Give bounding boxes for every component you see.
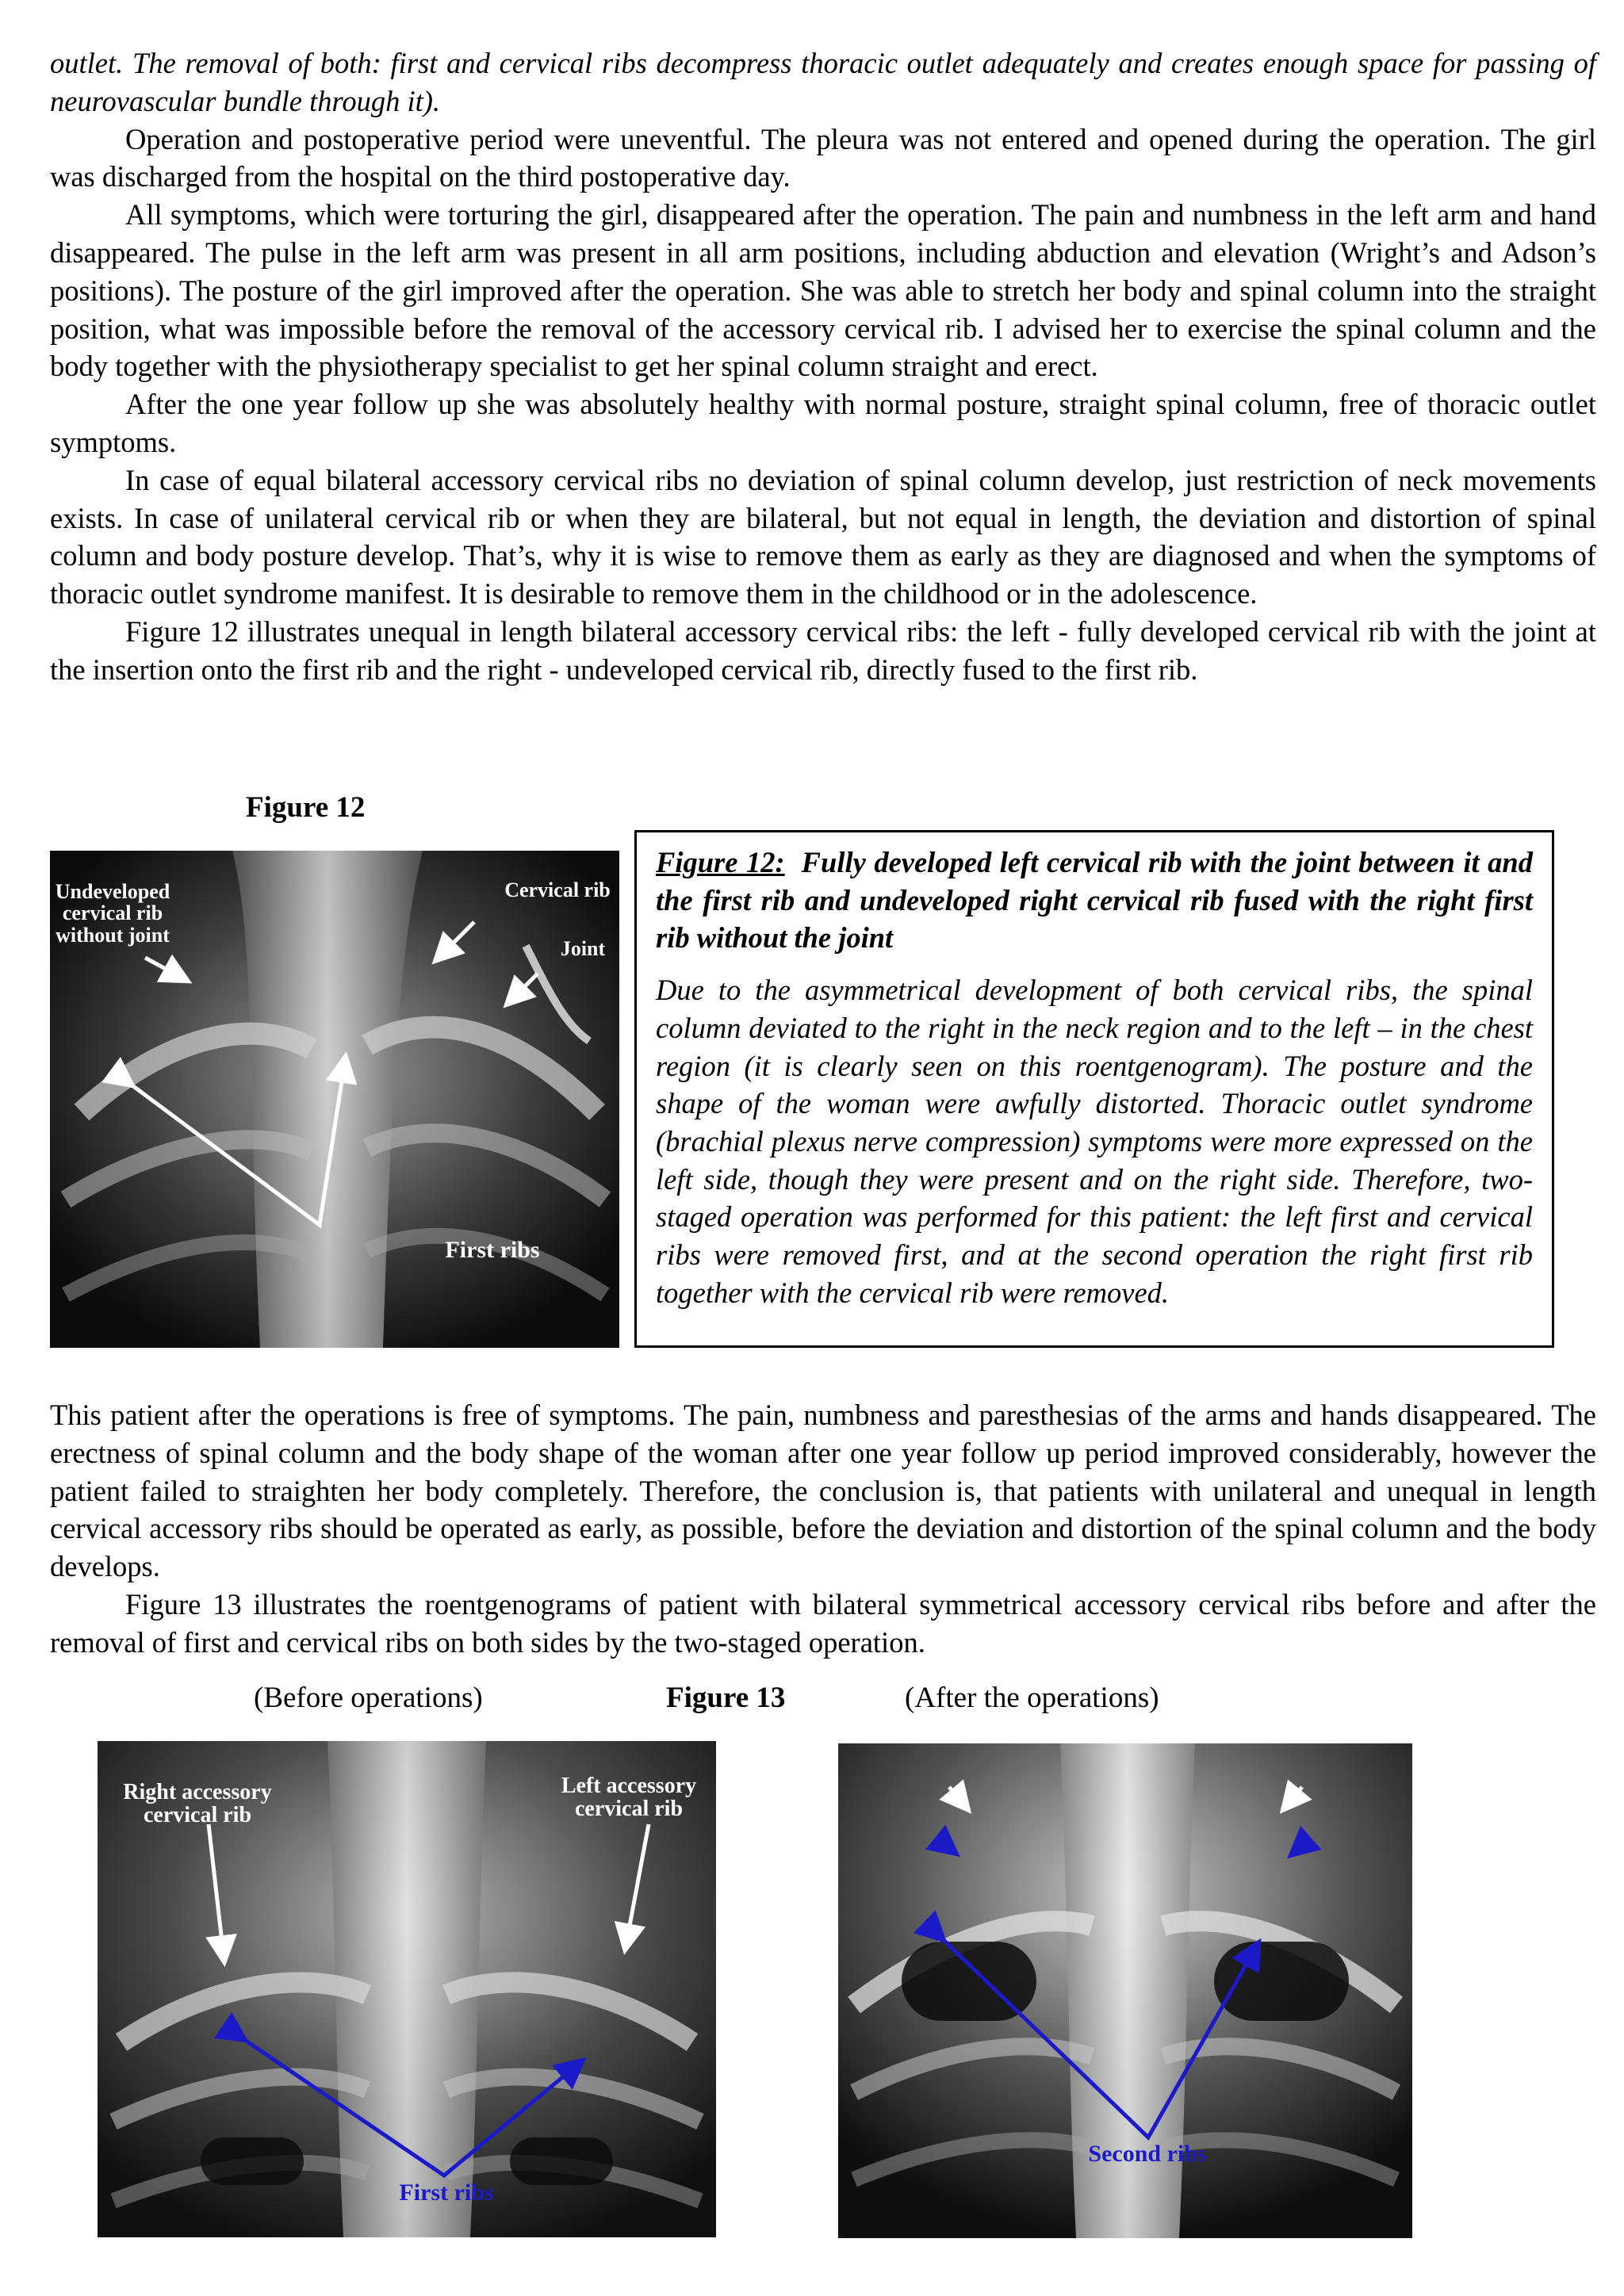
- paragraph: Operation and postoperative period were uneventful. The pleura was not entered and opened during the operation. The girl was discharged from the hospital on the third postoperative day.: [50, 122, 1596, 193]
- label-undeveloped-cervical-rib: Undeveloped cervical rib without joint: [55, 880, 170, 947]
- figure-12-label: Figure 12: [246, 791, 366, 824]
- figure-12-caption-box: [634, 830, 1554, 1348]
- label-joint: Joint: [560, 937, 606, 960]
- text-block-top: [50, 44, 1596, 689]
- figure-13-after-label: (After the operations): [905, 1682, 1159, 1714]
- label-cervical-rib: Cervical rib: [504, 878, 611, 901]
- paragraph: In case of equal bilateral accessory cervical ribs no deviation of spinal column develop, just restriction of neck movements exists. In case of unilateral cervical rib or when they are bilateral, but not equal in length, the deviation and distortion of spinal column and body posture develop. That’s, why it is wise to remove them as early as they are diagnosed and when the symptoms of thoracic outlet syndrome manifest. It is desirable to remove them in the childhood or in the adolescence.: [50, 463, 1596, 610]
- label-right-accessory-cervical-rib: Right accessory cervical rib: [123, 1780, 272, 1828]
- paragraph: After the one year follow up she was absolutely healthy with normal posture, straight spinal column, free of thoracic outlet symptoms.: [50, 388, 1596, 458]
- figure-12-caption-label: Figure 12:: [656, 846, 785, 878]
- paragraph: This patient after the operations is free of symptoms. The pain, numbness and paresthesias of the arms and hands disappeared. The erectness of spinal column and the body shape of the woman after one year follow up period improved considerably, however the patient failed to straighten her body completely. Therefore, the conclusion is, that patients with unilateral and unequal in length cervical accessory ribs should be operated as early, as possible, before the deviation and distortion of the spinal column and the body develops.: [50, 1399, 1596, 1583]
- text-block-middle: [50, 1396, 1596, 1662]
- paragraph-continuation: outlet. The removal of both: first and cervical ribs decompress thoracic outlet adequately and creates enough space for passing of neurovascular bundle through it).: [50, 47, 1596, 117]
- paragraph: All symptoms, which were torturing the girl, disappeared after the operation. The pain and numbness in the left arm and hand disappeared. The pulse in the left arm was present in all arm positions, including abduction and elevation (Wright’s and Adson’s positions). The posture of the girl improved after the operation. She was able to stretch her body and spinal column into the straight position, what was impossible before the removal of the accessory cervical rib. I advised her to exercise the spinal column and the body together with the physiotherapy specialist to get her spinal column straight and erect.: [50, 198, 1596, 383]
- label-first-ribs: First ribs: [445, 1237, 540, 1263]
- label-first-ribs: First ribs: [399, 2179, 494, 2206]
- figure-13-after-xray: [838, 1743, 1412, 2238]
- paragraph: Figure 12 illustrates unequal in length bilateral accessory cervical ribs: the left - fully developed cervical rib with the joint at the insertion onto the first rib and the right - undeveloped cervical rib, directly fused to the first rib.: [50, 614, 1596, 686]
- paragraph: Figure 13 illustrates the roentgenograms of patient with bilateral symmetrical accessory cervical ribs before and after the removal of first and cervical ribs on both sides by the two-staged operation.: [50, 1587, 1596, 1659]
- figure-12-xray: [50, 851, 619, 1348]
- figure-13-before-label: (Before operations): [254, 1682, 483, 1714]
- label-left-accessory-cervical-rib: Left accessory cervical rib: [561, 1774, 697, 1822]
- figure-13-label: Figure 13: [666, 1682, 786, 1714]
- figure-12-caption-title: [656, 844, 1533, 957]
- figure-12-caption-heading: Fully developed left cervical rib with the joint between it and the first rib and undeveloped right cervical rib fused with the right first rib without the joint: [656, 846, 1533, 955]
- label-second-ribs: Second ribs: [1088, 2141, 1207, 2167]
- figure-12-caption-body: Due to the asymmetrical development of both cervical ribs, the spinal column deviated to the right in the neck region and to the left – in the chest region (it is clearly seen on this roentgenogram). The posture and the shape of the woman were awfully distorted. Thoracic outlet syndrome (brachial plexus nerve compression) symptoms were more expressed on the left side, though they were present and on the right side. Therefore, two- staged operation was performed for this patient: the left first and cervical ribs were removed first, and at the second operation the right first rib together with the cervical rib were removed.: [656, 974, 1533, 1309]
- figure-13-before-xray: [98, 1741, 716, 2237]
